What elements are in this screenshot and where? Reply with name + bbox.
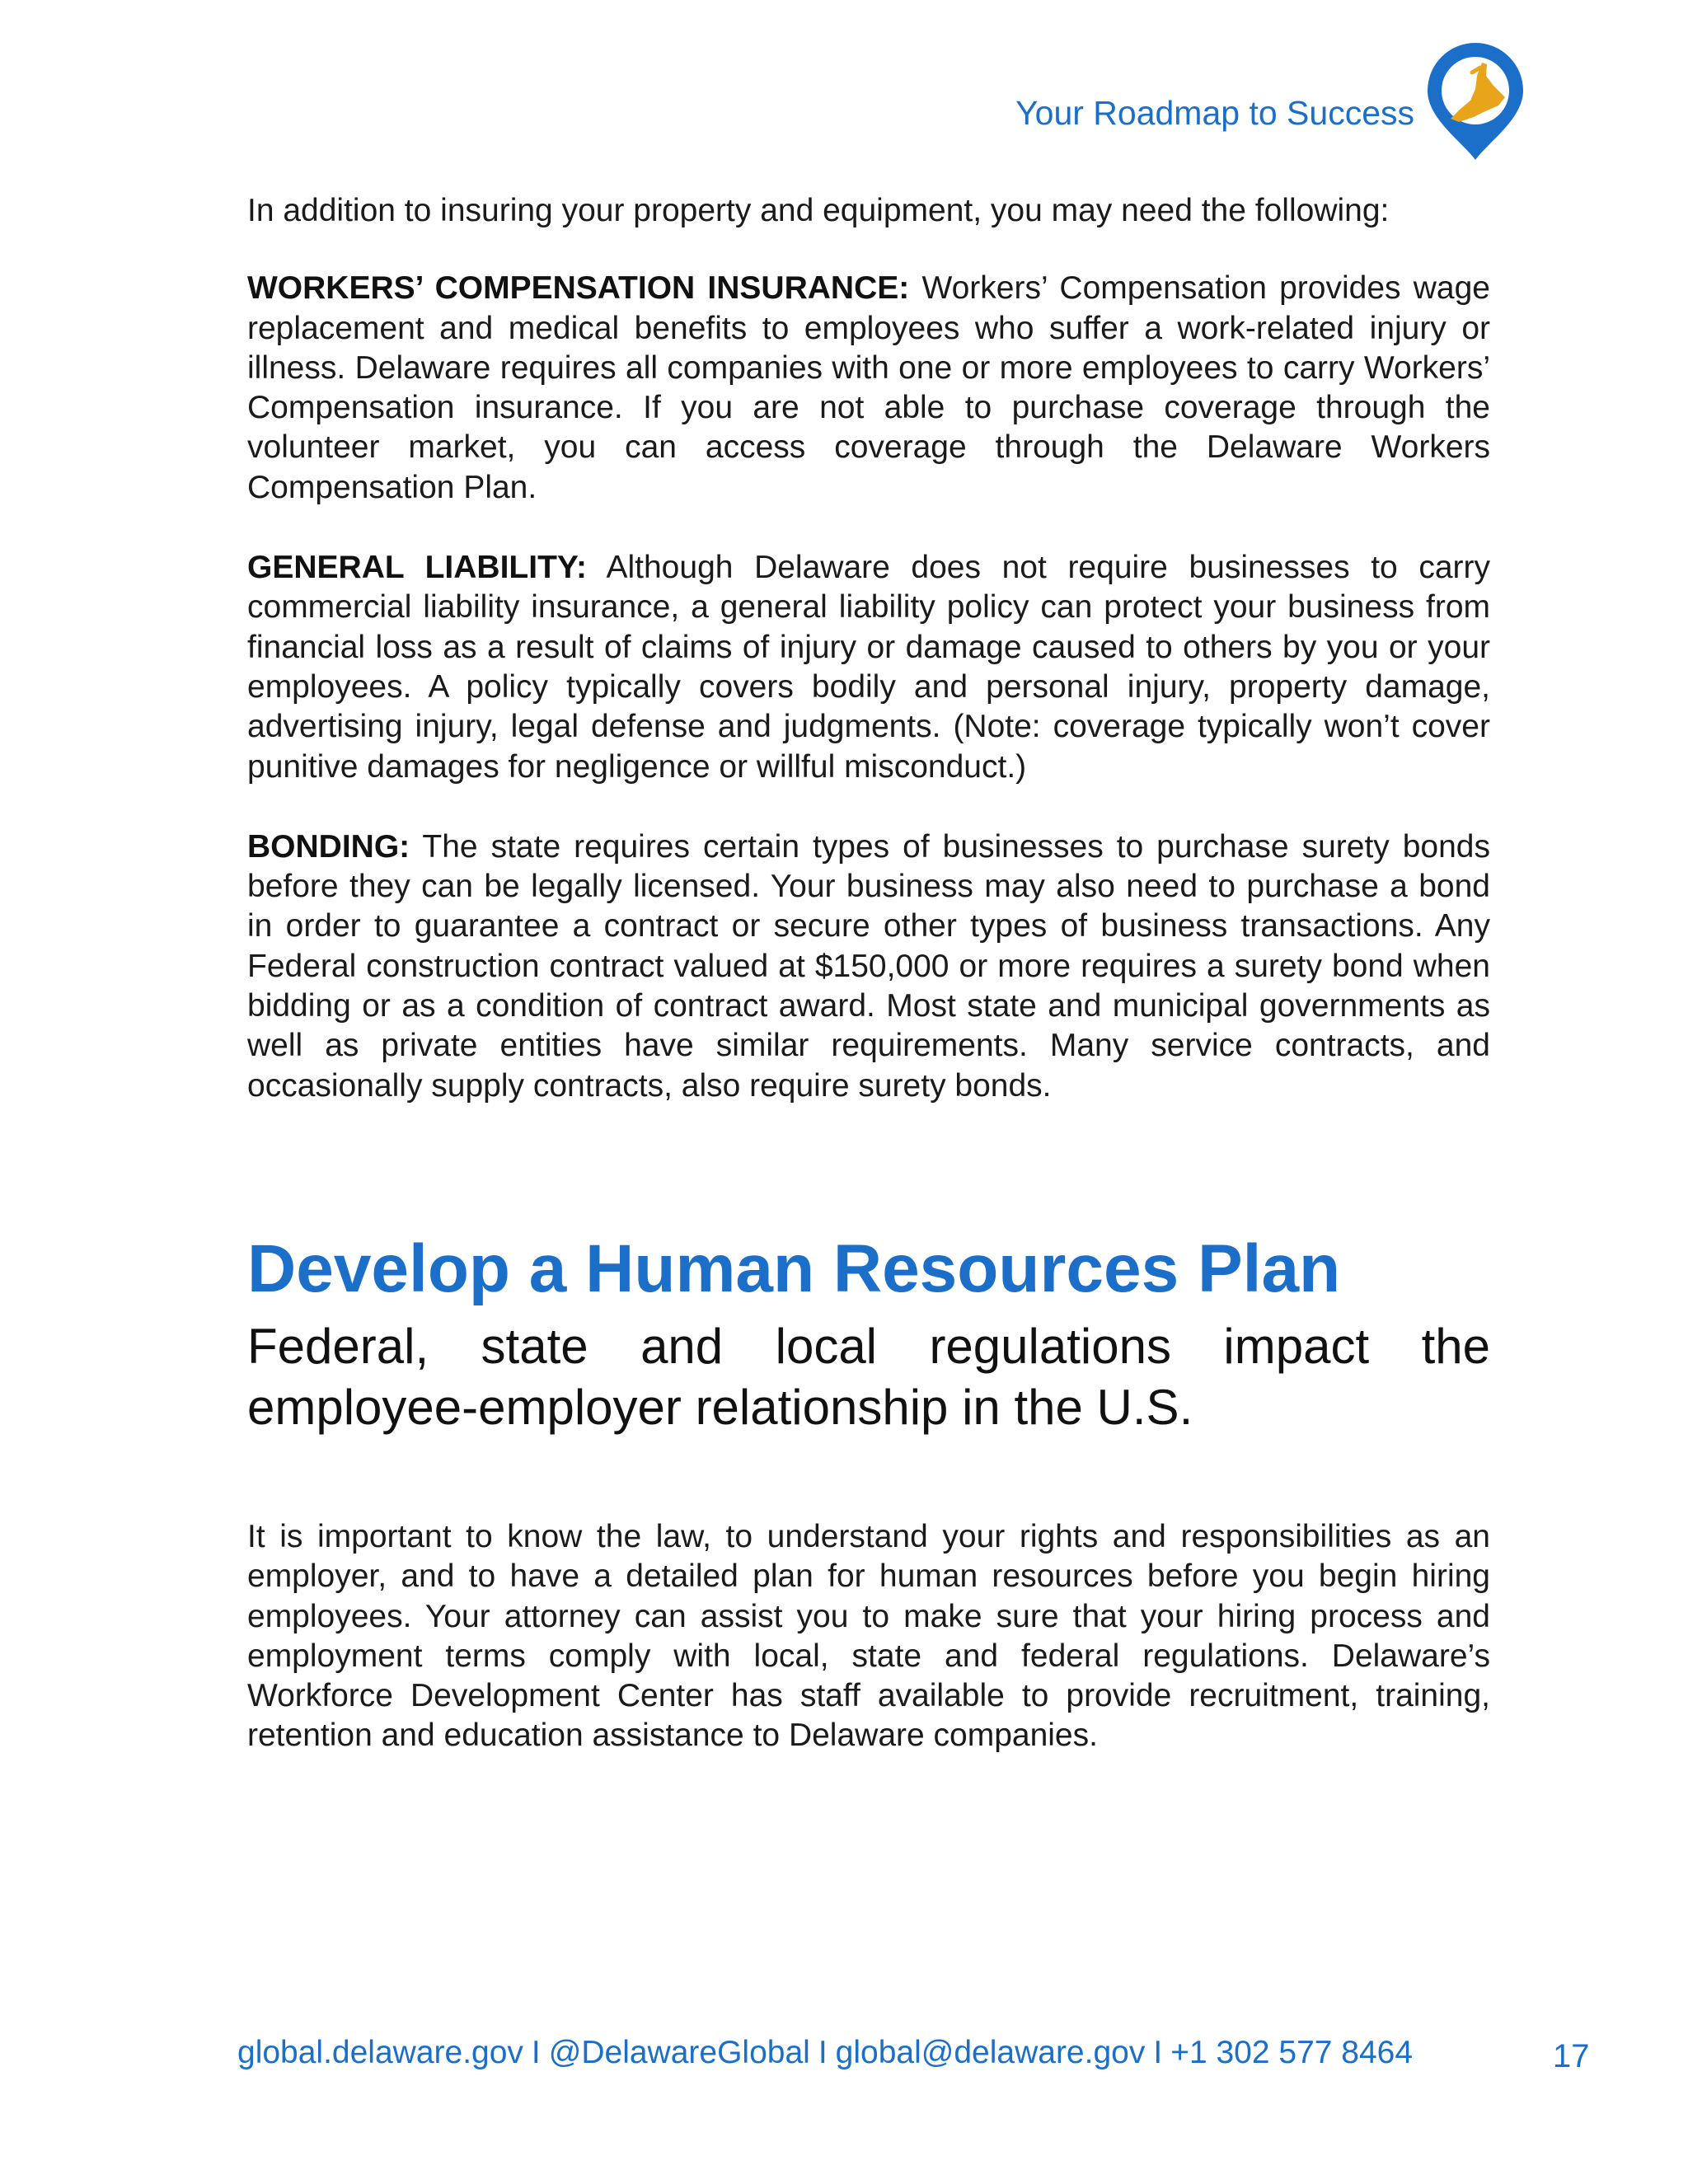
footer-contact-line bbox=[237, 2032, 1413, 2074]
insurance-content bbox=[247, 191, 1490, 1146]
hr-plan-title: Develop a Human Resources Plan bbox=[247, 1231, 1341, 1306]
bonding-section bbox=[247, 827, 1490, 1106]
hr-plan-subtitle: Federal, state and local regulations impact the employee-employer relationship in the U.S. bbox=[247, 1319, 1490, 1435]
section-heading: BONDING: bbox=[247, 828, 410, 865]
workers-comp-section bbox=[247, 269, 1490, 508]
header-tagline: Your Roadmap to Success bbox=[1015, 94, 1414, 132]
section-text: Workers’ Compensation provides wage replacement and medical benefits to employees who suffer a work-related injury or illness. Delaware requires all companies with one or more employees to carry Workers’ Compensation insurance. If you are not able to purchase coverage through the volunteer market, you can access coverage through the Delaware Workers Compensation Plan. bbox=[247, 270, 1490, 505]
intro-paragraph: In addition to insuring your property and equipment, you may need the following: bbox=[247, 193, 1390, 228]
footer-email-link[interactable]: global@delaware.gov bbox=[835, 2035, 1146, 2070]
delaware-map-pin-icon bbox=[1423, 40, 1528, 165]
general-liability-section bbox=[247, 548, 1490, 787]
footer-separator: I bbox=[531, 2035, 541, 2070]
section-text: Although Delaware does not require businesses to carry commercial liability insurance, a general liability policy can protect your business from financial loss as a result of claims of injury or damage caused to others by you or your employees. A policy typically covers bodily and personal injury, property damage, advertising injury, legal defense and judgments. (Note: coverage typically won’t cover punitive damages for negligence or willful misconduct.) bbox=[247, 550, 1491, 785]
section-heading: GENERAL LIABILITY: bbox=[247, 550, 588, 586]
hr-plan-paragraph: It is important to know the law, to understand your rights and responsibilities as an employer, and to have a detailed plan for human resources before you begin hiring employees. Your attorney can assist you to make sure that your hiring process and employment terms comply with local, state and federal regulations. Delaware’s Workforce Development Center has staff available to provide recruitment, training, retention and education assistance to Delaware companies. bbox=[247, 1519, 1490, 1754]
section-text: The state requires certain types of businesses to purchase surety bonds before they can be legally licensed. Your business may also need to purchase a bond in order to guarantee a contract or secure other types of business transactions. Any Federal construction contract valued at $150,000 or more requires a surety bond when bidding or as a condition of contract award. Most state and municipal governments as well as private entities have similar requirements. Many service contracts, and occasionally supply contracts, also require surety bonds. bbox=[247, 828, 1491, 1104]
page-number: 17 bbox=[1553, 2038, 1590, 2074]
footer-social-handle[interactable]: @DelawareGlobal bbox=[548, 2035, 810, 2070]
footer-separator: I bbox=[1153, 2035, 1163, 2070]
section-heading: WORKERS’ COMPENSATION INSURANCE: bbox=[247, 270, 910, 307]
footer-phone-number[interactable]: +1 302 577 8464 bbox=[1170, 2035, 1414, 2070]
footer-separator: I bbox=[818, 2035, 828, 2070]
footer-website-link[interactable]: global.delaware.gov bbox=[237, 2035, 523, 2070]
